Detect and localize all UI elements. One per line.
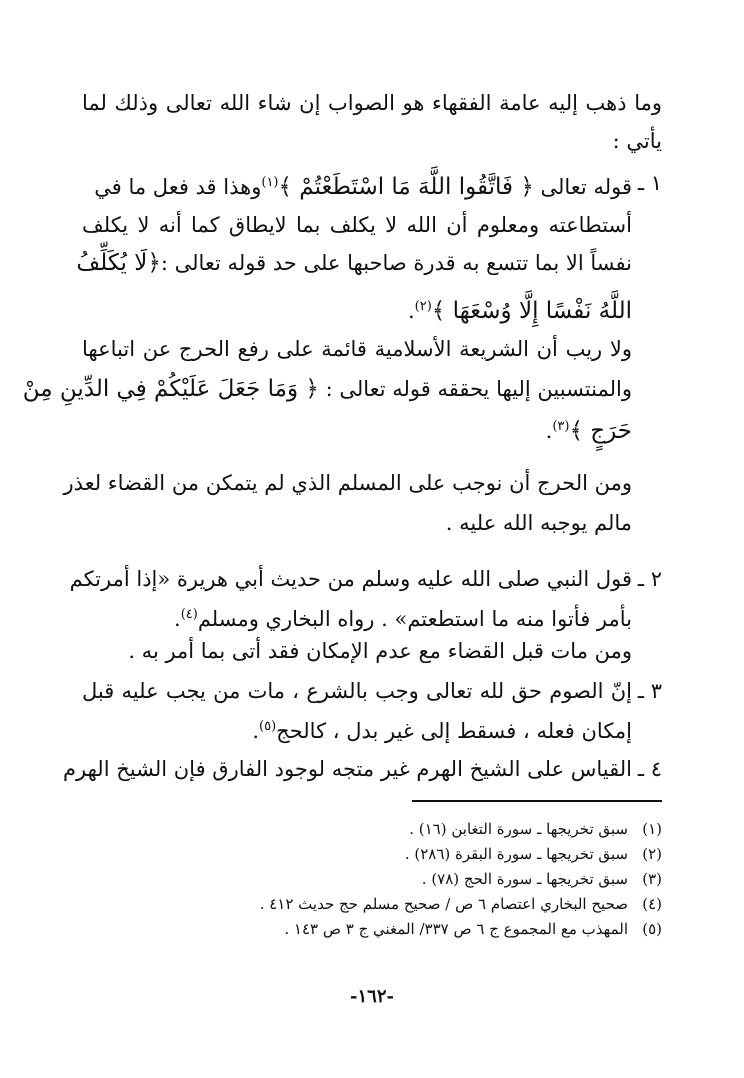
item-1-para-3-line-2: مالم يوجبه الله عليه . [445, 511, 632, 535]
quran-verse-hajj-start: ﴿ وَمَا جَعَلَ عَلَيْكُمْ فِي الدِّينِ مِنْ [22, 376, 319, 402]
item-3-line-2 [82, 710, 632, 748]
footnote-ref-1: (١) [261, 175, 279, 190]
footnote-2-text: سبق تخريجها ـ سورة البقرة (٢٨٦) . [404, 845, 628, 863]
item-1-para-2-end: . [545, 419, 553, 443]
item-3-line-1: إنّ الصوم حق لله تعالى وجب بالشرع ، مات من يجب عليه قبل [82, 679, 632, 703]
footnote-4-text: صحيح البخاري اعتصام ٦ ص / صحيح مسلم حج حديث ٤١٢ . [259, 895, 628, 913]
item-3-line-2-end: . [252, 719, 260, 743]
item-1-line-4-end: . [407, 299, 415, 323]
footnote-1 [82, 818, 662, 840]
footnote-3-number: (٣) [642, 870, 662, 888]
item-4-number: ٤ ـ [637, 757, 662, 781]
quran-verse-baqarah-end: اللَّهُ نَفْسًا إِلَّا وُسْعَهَا ﴾ [431, 298, 632, 324]
item-2-line-2-end: . [174, 607, 181, 631]
item-2-line-2 [82, 598, 632, 636]
item-1-line-3 [76, 246, 632, 280]
intro-line-1: وما ذهب إليه عامة الفقهاء هو الصواب إن شاء الله تعالى وذلك لما [82, 91, 662, 115]
item-1-para-2-text: والمنتسبين إليها يحققه قوله تعالى : [325, 377, 632, 401]
item-2-line-3: ومن مات قبل القضاء مع عدم الإمكان فقد أتى بما أمر به . [128, 639, 632, 663]
quran-verse-baqarah-start: ﴿لَا يُكَلِّفُ [76, 250, 161, 276]
footnote-5-number: (٥) [642, 920, 662, 938]
footnote-3-text: سبق تخريجها ـ سورة الحج (٧٨) . [421, 870, 628, 888]
item-3-line-2-text: إمكان فعله ، فسقط إلى غير بدل ، كالحج [276, 719, 632, 743]
quran-verse-hajj-end: حَرَجٍ ﴾ [569, 418, 632, 444]
item-1-para-2-line-2 [22, 372, 632, 406]
page-number: -١٦٢- [350, 986, 394, 1007]
item-1-para-3-line-1: ومن الحرج أن نوجب على المسلم الذي لم يتمكن من القضاء لعذر [63, 471, 632, 495]
item-1-para-2-line-3 [82, 410, 632, 448]
item-2-number: ٢ ـ [637, 567, 662, 591]
intro-line-2: يأتي : [612, 129, 662, 153]
item-1-text-b: وهذا قد فعل ما في [94, 175, 262, 199]
item-1-para-2-line-1: ولا ريب أن الشريعة الأسلامية قائمة على رفع الحرج عن اتباعها [82, 337, 632, 361]
item-1-line-2: أستطاعته ومعلوم أن الله لا يكلف بما لايطاق كما أنه لا يكلف [82, 213, 632, 237]
item-1-line-1 [82, 166, 632, 204]
footnote-4 [82, 893, 662, 915]
footnote-ref-4: (٤) [180, 607, 198, 622]
quran-verse-taghabun: ﴿ فَاتَّقُوا اللَّهَ مَا اسْتَطَعْتُمْ ﴾ [278, 174, 534, 200]
footnote-ref-5: (٥) [259, 719, 277, 734]
footnote-2-number: (٢) [642, 845, 662, 863]
footnote-5-text: المهذب مع المجموع ج ٦ ص ٣٣٧/ المغني ج ٣ ص ١٤٣ . [284, 920, 628, 938]
item-1-number: ١ ـ [637, 171, 662, 195]
item-3-number: ٣ ـ [637, 679, 662, 703]
item-4-line-1: القياس على الشيخ الهرم غير متجه لوجود الفارق فإن الشيخ الهرم [63, 757, 632, 781]
footnote-4-number: (٤) [642, 895, 662, 913]
item-2-line-2-text: بأمر فأتوا منه ما استطعتم» . رواه البخاري ومسلم [197, 607, 632, 631]
item-1-line-3-text: نفساً الا بما تتسع به قدرة صاحبها على حد قوله تعالى : [160, 251, 632, 275]
footnote-separator [412, 800, 662, 802]
footnote-ref-3: (٣) [552, 419, 570, 434]
footnote-3 [82, 868, 662, 890]
footnote-2 [82, 843, 662, 865]
footnote-5 [82, 918, 662, 940]
item-1-line-4 [82, 290, 632, 328]
item-1-text-a: قوله تعالى [540, 175, 632, 199]
item-2-line-1: قول النبي صلى الله عليه وسلم من حديث أبي هريرة «إذا أمرتكم [69, 567, 632, 591]
footnote-1-text: سبق تخريجها ـ سورة التغابن (١٦) . [409, 820, 628, 838]
footnote-1-number: (١) [642, 820, 662, 838]
footnote-ref-2: (٢) [414, 299, 432, 314]
